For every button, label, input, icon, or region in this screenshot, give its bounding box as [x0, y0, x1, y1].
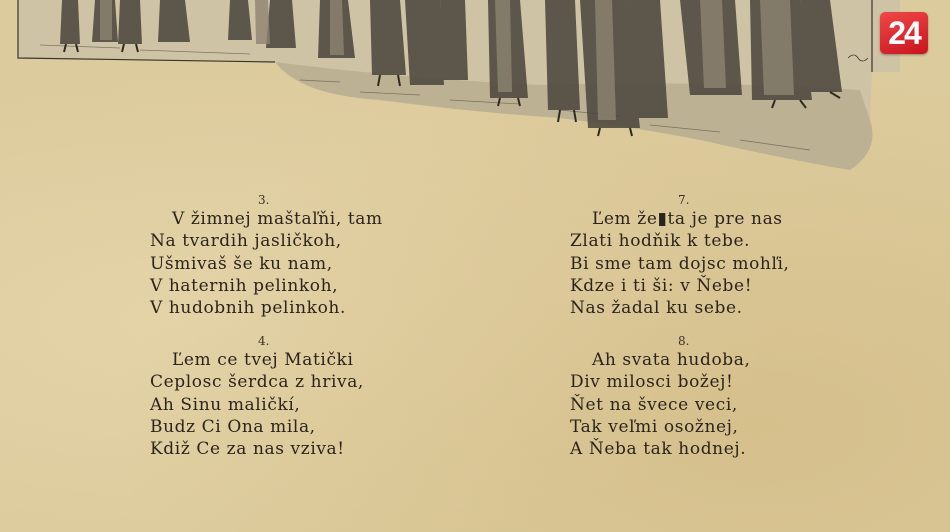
verse-line: Na tvardih jasličkoh,: [150, 231, 342, 252]
stanza-lines: [150, 349, 364, 460]
stanza-number: 4.: [258, 334, 270, 348]
logo-24-badge: [880, 12, 928, 54]
verse-line: Tak veľmi osožnej,: [570, 416, 739, 437]
verse-line: Ľem že▮ta je pre nas: [592, 209, 783, 229]
stanza-number: 7.: [678, 193, 690, 207]
stanza-lines: [570, 208, 790, 319]
stanza-number: 3.: [258, 193, 270, 207]
verse-line: Kdiž Ce za nas vziva!: [150, 439, 345, 460]
stanza-lines: [570, 349, 751, 460]
verse-line: Ah svata hudoba,: [592, 350, 751, 370]
verse-line: Ah Sinu maličkí,: [150, 394, 301, 415]
verse-line: Div milosci božej!: [570, 372, 734, 393]
verse-line: Zlati hodňik k tebe.: [570, 231, 751, 252]
stanza-number: 8.: [678, 334, 690, 348]
verse-line: Ňet na švece veci,: [570, 394, 738, 415]
verse-line: A Ňeba tak hodnej.: [570, 439, 747, 460]
verse-line: Ceplosc šerdca z hriva,: [150, 372, 364, 393]
stanza-lines: [150, 208, 383, 319]
logo-text: 24: [888, 14, 920, 51]
engraving-illustration: [0, 0, 950, 180]
verse-line: Nas žadal ku sebe.: [570, 298, 743, 319]
verse-line: Ušmivaš še ku nam,: [150, 253, 333, 274]
verse-line: V hudobnih pelinkoh.: [150, 298, 346, 319]
verse-line: Kdze i ti ši: v Ňebe!: [570, 275, 753, 296]
verse-line: V haternih pelinkoh,: [150, 275, 339, 296]
verse-line: Bi sme tam dojsc mohľi,: [570, 253, 790, 274]
verse-line: V žimnej maštaľňi, tam: [172, 209, 383, 229]
verse-line: Ľem ce tvej Matički: [172, 350, 354, 370]
verse-line: Budz Ci Ona mila,: [150, 416, 316, 437]
